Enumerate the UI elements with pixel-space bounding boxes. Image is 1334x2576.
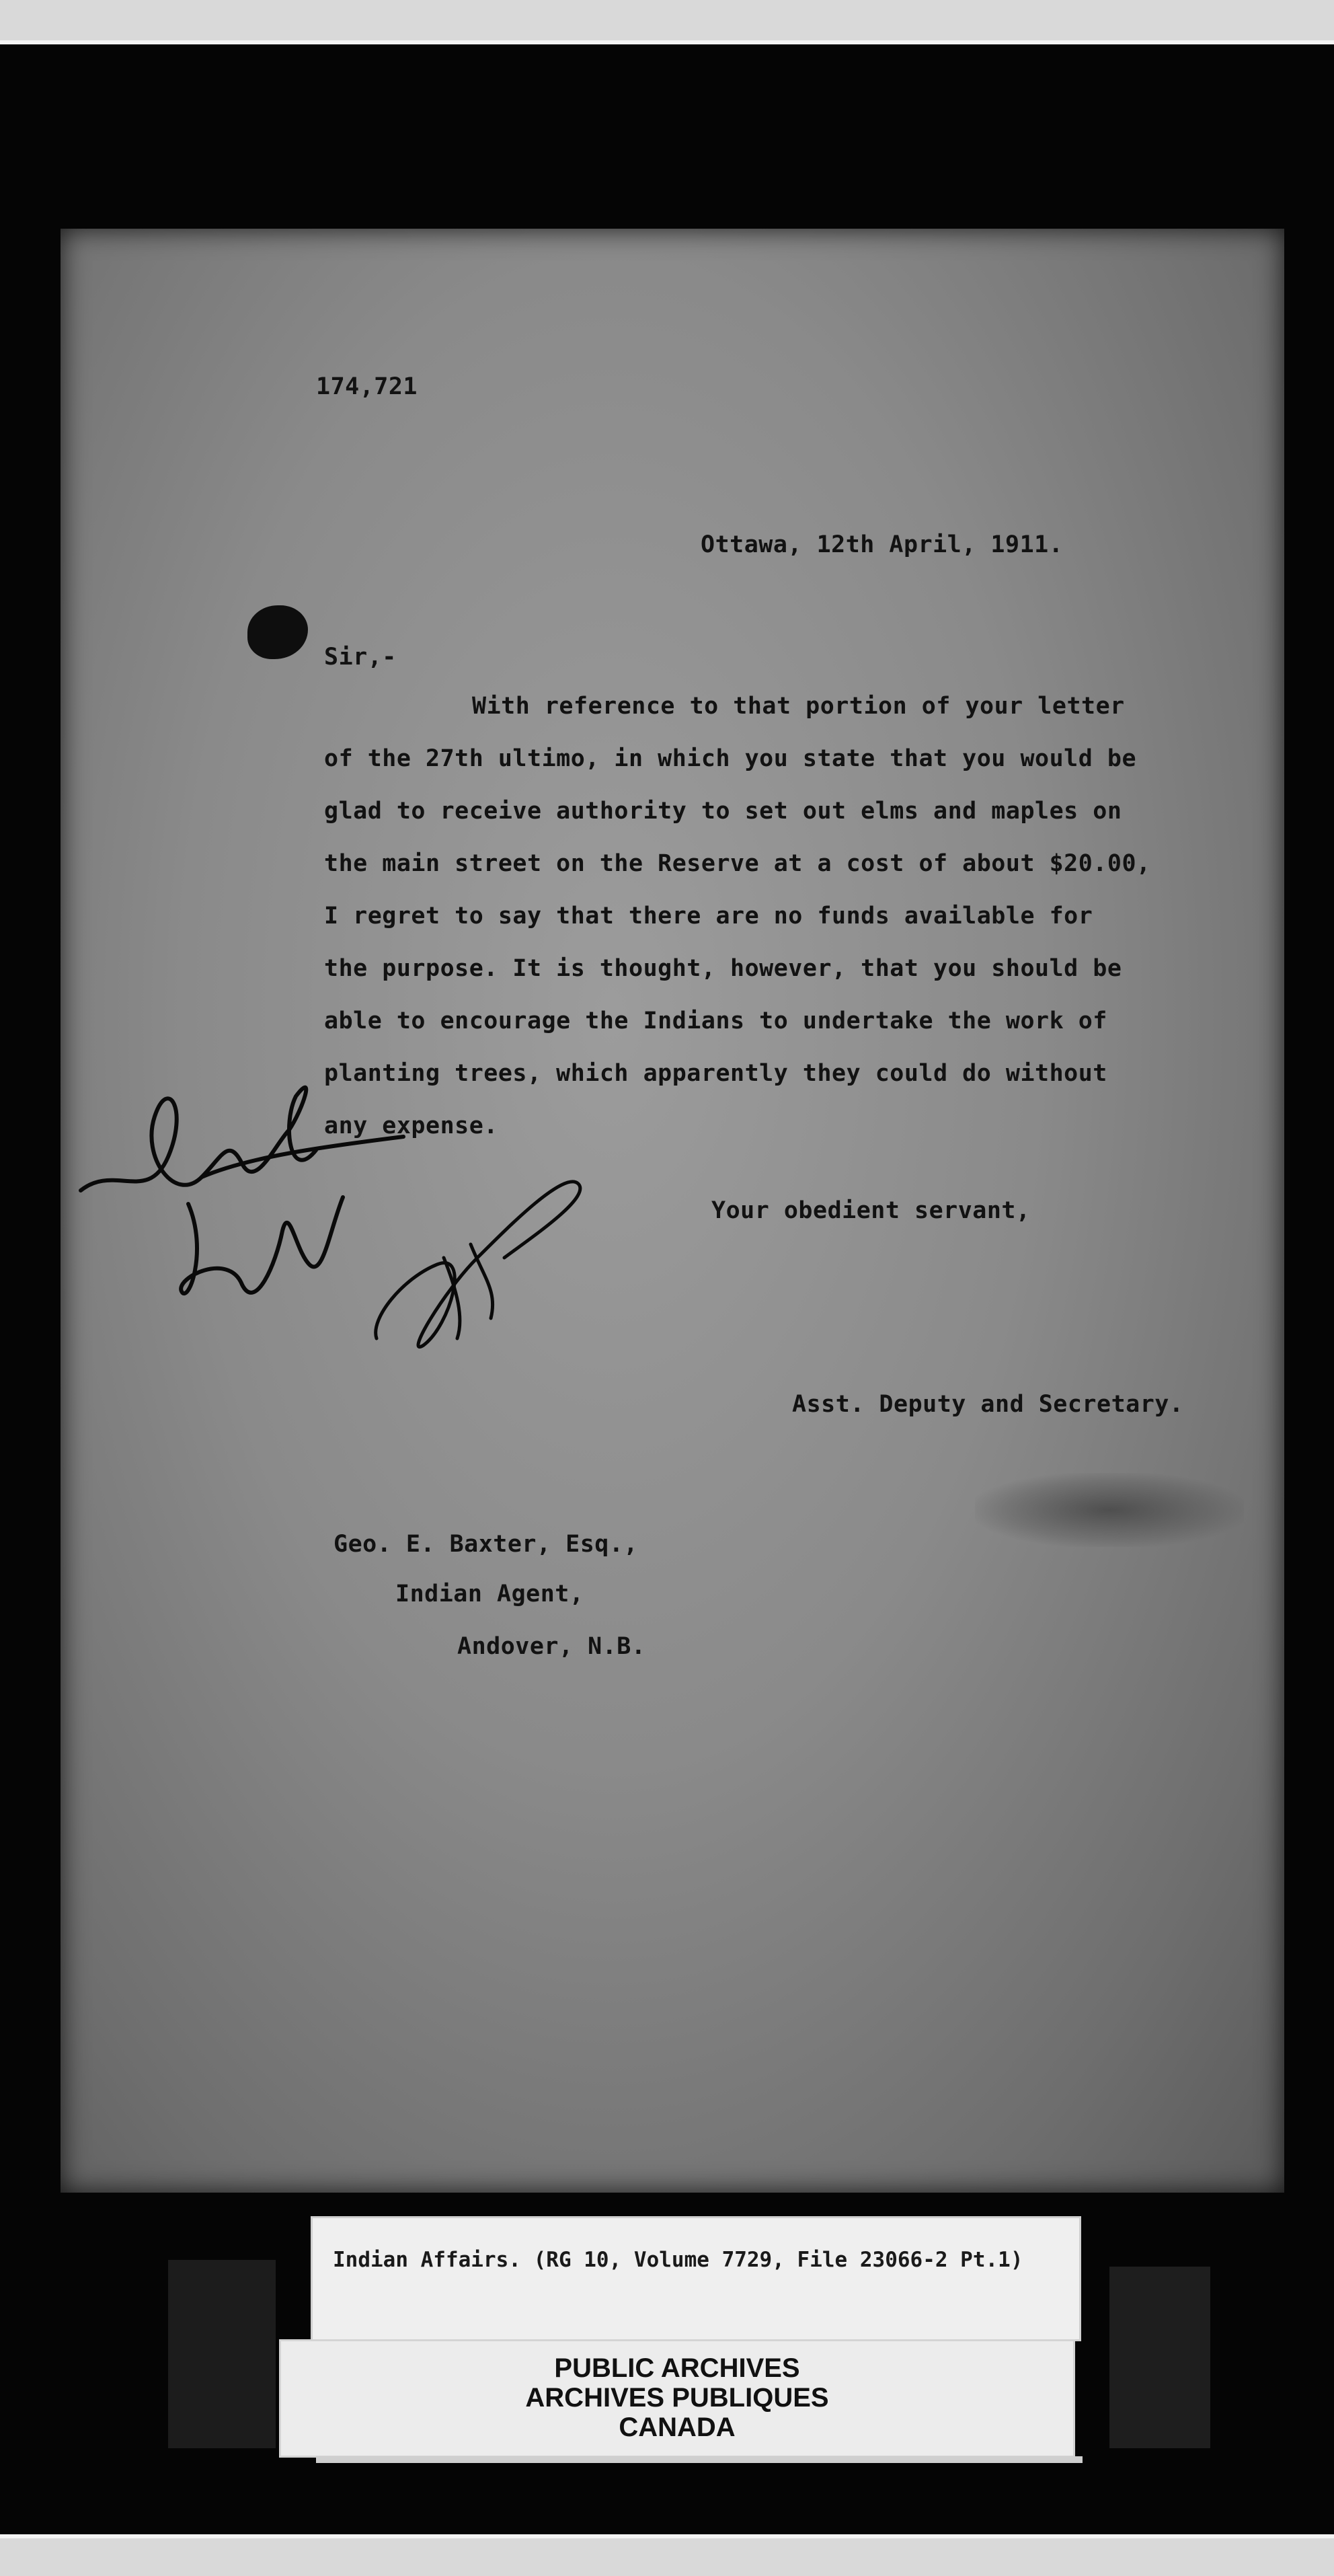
body-line-2: of the 27th ultimo, in which you state that you would be (324, 745, 1137, 772)
archive-stamp-line-1: PUBLIC ARCHIVES (554, 2353, 800, 2383)
archive-reference-label (311, 2216, 1081, 2341)
label-edge-strip (316, 2456, 1083, 2463)
body-line-9: any expense. (324, 1112, 498, 1139)
archive-stamp-line-2: ARCHIVES PUBLIQUES (525, 2383, 829, 2413)
ink-blot (247, 605, 308, 659)
handwritten-initials-center (363, 1157, 592, 1359)
film-holder-left (168, 2260, 276, 2448)
body-line-6: the purpose. It is thought, however, that you should be (324, 955, 1122, 982)
faded-signature-stamp (975, 1473, 1244, 1547)
body-line-3: glad to receive authority to set out elms and maples on (324, 798, 1122, 825)
film-holder-right (1109, 2267, 1210, 2448)
closing: Your obedient servant, (711, 1197, 1031, 1224)
body-line-5: I regret to say that there are no funds available for (324, 903, 1093, 930)
signatory-title: Asst. Deputy and Secretary. (792, 1391, 1184, 1418)
body-line-8: planting trees, which apparently they could do without (324, 1060, 1107, 1087)
salutation: Sir,- (324, 644, 397, 671)
archive-stamp-label (279, 2339, 1075, 2458)
film-edge-top (0, 0, 1334, 44)
addressee-place: Andover, N.B. (457, 1633, 646, 1660)
addressee-role: Indian Agent, (395, 1581, 584, 1607)
dateline: Ottawa, 12th April, 1911. (701, 531, 1064, 558)
body-line-7: able to encourage the Indians to undertake the work of (324, 1008, 1107, 1034)
archive-reference-text: Indian Affairs. (RG 10, Volume 7729, File 23066-2 Pt.1) (333, 2248, 1023, 2272)
addressee-name: Geo. E. Baxter, Esq., (334, 1531, 639, 1558)
body-line-1: With reference to that portion of your letter (472, 693, 1125, 720)
file-number: 174,721 (316, 373, 418, 400)
body-line-4: the main street on the Reserve at a cost of about $20.00, (324, 850, 1151, 877)
film-edge-bottom (0, 2534, 1334, 2576)
archive-stamp-line-3: CANADA (619, 2413, 736, 2442)
